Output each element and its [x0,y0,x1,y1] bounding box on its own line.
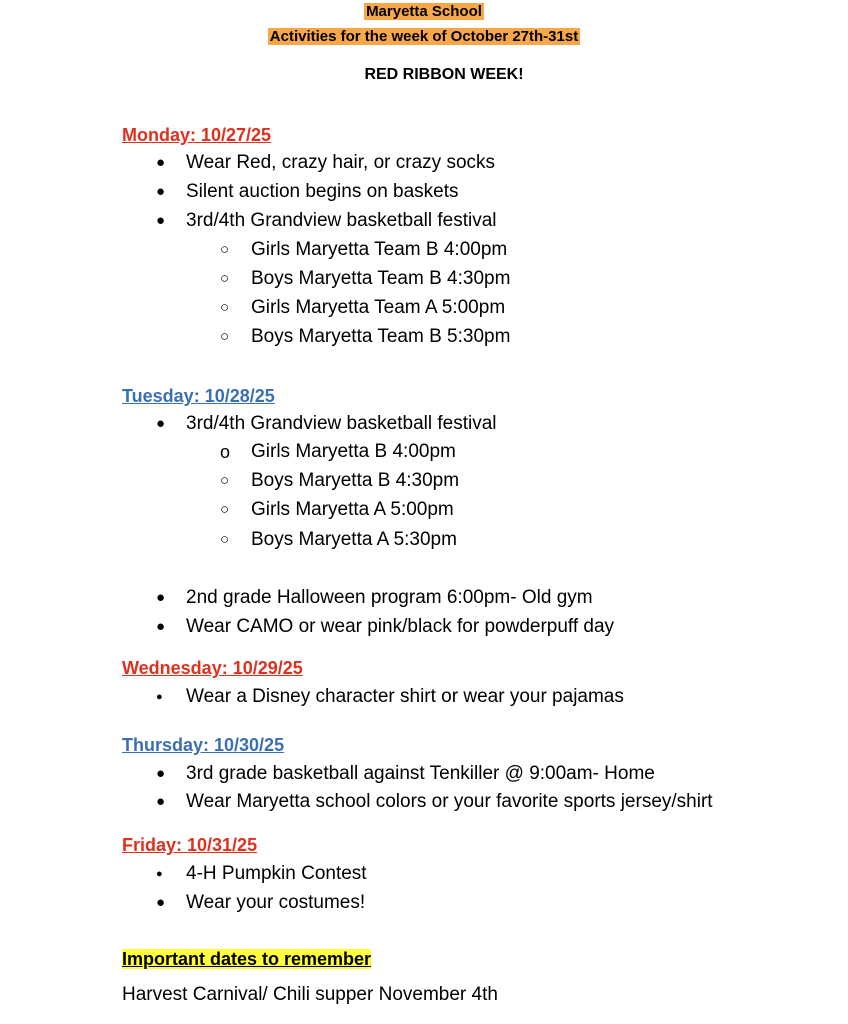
sub-list-item: Boys Maryetta A 5:30pm [251,529,457,550]
sub-list-item: Boys Maryetta B 4:30pm [251,470,460,491]
header-week-line [0,27,848,47]
week-subtitle: Activities for the week of October 27th-31st [269,28,579,45]
important-date-text: Harvest Carnival/ Chili supper November 4th [122,984,498,1005]
bullet-icon: ● [156,691,163,703]
hollow-bullet-icon: ○ [220,531,230,548]
bullet-icon: ● [156,793,166,810]
list-item: 3rd/4th Grandview basketball festival [186,413,497,434]
sub-list-item: Girls Maryetta B 4:00pm [251,441,456,462]
wednesday-heading: Wednesday: 10/29/25 [122,658,303,678]
bullet-icon: ● [156,415,166,432]
bullet-icon: ● [156,589,166,606]
hollow-bullet-icon: o [220,442,231,462]
hollow-bullet-icon: ○ [220,472,230,489]
page-title: RED RIBBON WEEK! [364,66,524,83]
hollow-bullet-icon: ○ [220,270,230,287]
hollow-bullet-icon: ○ [220,299,230,316]
tuesday-heading: Tuesday: 10/28/25 [122,386,275,406]
list-item: 3rd/4th Grandview basketball festival [186,210,497,231]
list-item: Wear Maryetta school colors or your favorite sports jersey/shirt [186,791,713,812]
monday-heading: Monday: 10/27/25 [122,125,272,145]
sub-list-item: Girls Maryetta A 5:00pm [251,499,454,520]
bullet-icon: ● [156,765,166,782]
thursday-heading: Thursday: 10/30/25 [122,735,285,755]
important-heading [122,947,371,971]
header-school-line [0,2,848,22]
school-name: Maryetta School [366,3,482,20]
list-item: Wear your costumes! [186,892,366,913]
list-item: Wear CAMO or wear pink/black for powderpuff day [186,616,615,637]
list-item: Wear Red, crazy hair, or crazy socks [186,152,496,173]
bullet-icon: ● [156,154,166,171]
list-item: 3rd grade basketball against Tenkiller @ 9:00am- Home [186,763,655,784]
list-item: Silent auction begins on baskets [186,181,459,202]
hollow-bullet-icon: ○ [220,328,230,345]
sub-list-item: Boys Maryetta Team B 4:30pm [251,268,511,289]
bullet-icon: ● [156,618,166,635]
hollow-bullet-icon: ○ [220,241,230,258]
list-item: 2nd grade Halloween program 6:00pm- Old gym [186,587,593,608]
hollow-bullet-icon: ○ [220,501,230,518]
friday-heading: Friday: 10/31/25 [122,835,258,855]
bullet-icon: ● [156,894,166,911]
sub-list-item: Girls Maryetta Team A 5:00pm [251,297,506,318]
bullet-icon: ● [156,868,163,880]
bullet-icon: ● [156,212,166,229]
sub-list-item: Girls Maryetta Team B 4:00pm [251,239,508,260]
sub-list-item: Boys Maryetta Team B 5:30pm [251,326,511,347]
list-item: Wear a Disney character shirt or wear your pajamas [186,686,624,707]
important-heading-text: Important dates to remember [122,949,372,969]
list-item: 4-H Pumpkin Contest [186,863,367,884]
bullet-icon: ● [156,183,166,200]
